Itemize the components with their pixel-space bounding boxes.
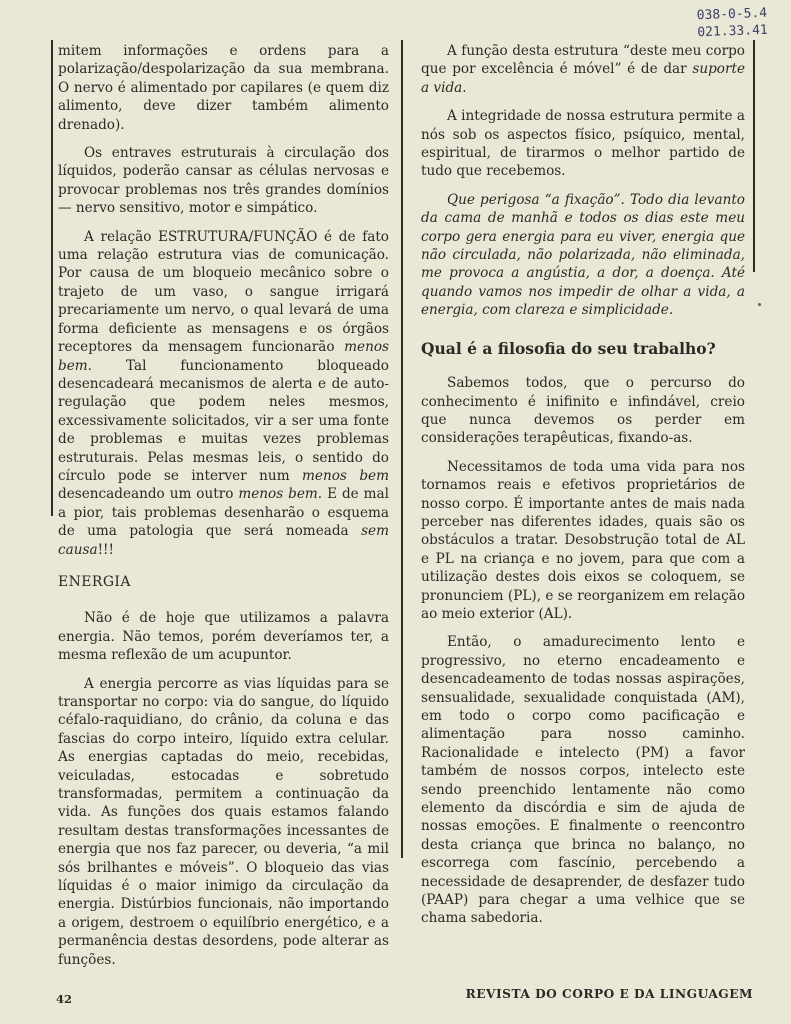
section-heading-energia: ENERGIA [58, 573, 131, 590]
paragraph-italic-reflection: Que perigosa “a fixação”. Todo dia levanto da cama de manhã e todos os dias este meu corpo gera energia para eu viver, energia que não circulada, não polarizada, não eliminada, me provoca a angústia, a dor, a doença. Até quando vamos nos impedir de olhar a vida, a energia, com clareza e simplicidade. [421, 191, 745, 319]
right-column [421, 42, 745, 938]
journal-title: REVISTA DO CORPO E DA LINGUAGEM [465, 987, 753, 1001]
paragraph: A integridade de nossa estrutura permite a nós sob os aspectos físico, psíquico, mental, espiritual, de tirarmos o melhor partido de tudo que recebemos. [421, 108, 745, 180]
paragraph: Os entraves estruturais à circulação dos líquidos, poderão cansar as células nervosas e provocar problemas nos três grandes domínios — nervo sensitivo, motor e simpático. [58, 145, 389, 217]
margin-mark [758, 303, 761, 306]
handwritten-note-1: 038-0-5.4 [696, 5, 767, 24]
paragraph: Sabemos todos, que o percurso do conhecimento é inifinito e infindável, creio que nunca devemos os perder em considerações terapêuticas, fixando-as. [421, 375, 745, 447]
paragraph-structure-function: A relação ESTRUTURA/FUNÇÃO é de fato uma relação estrutura vias de comunicação. Por causa de um bloqueio mecânico sobre o trajeto de um vaso, o sangue irrigará precariamente um nervo, o qual levará de uma forma deficiente as mensagens e os órgãos receptores da mensagem funcionarão menos bem. Tal funcionamento bloqueado desencadeará mecanismos de alerta e de auto-regulação que podem neles mesmos, excessivamente solicitados, vir a ser uma fonte de problemas e muitas vezes problemas estruturais. Pelas mesmas leis, o sentido do círculo pode se interver num menos bem desencadeando um outro menos bem. E de mal a pior, tais problemas desenharão o esquema de uma patologia que será nomeada sem causa!!! [58, 228, 390, 558]
interview-question-heading: Qual é a filosofia do seu trabalho? [421, 338, 716, 358]
center-column-rule [401, 40, 403, 858]
left-column-rule [51, 40, 53, 516]
handwritten-catalog-notes [696, 5, 768, 41]
left-column [58, 42, 389, 979]
handwritten-note-2: 021.33.41 [696, 22, 768, 41]
right-column-rule [753, 40, 755, 272]
paragraph: Então, o amadurecimento lento e progressivo, no eterno encadeamento e desencadeamento de todas nossas aspirações, sensualidade, sexualidade conquistada (AM), em todo o corpo como pacificação e alimentação para nosso caminho. Racionalidade e intelecto (PM) a favor também de nossos corpos, intelecto este sendo preenchido lentamente não como elemento da discórdia e sim de ajuda de nossas emoções. E finalmente o reencontro desta criança que brinca no balanço, no escorrega com fascínio, percebendo a necessidade de desaprender, de desfazer tudo (PAAP) para chegar a uma velhice que se chama sabedoria. [421, 634, 745, 927]
paragraph: Necessitamos de toda uma vida para nos tornamos reais e efetivos proprietários de nosso corpo. É importante antes de mais nada perceber nas diferentes idades, quais são os obstáculos a tratar. Desobstrução total de AL e PL na criança e no jovem, para que com a utilização destes dois eixos se coloquem, se pronunciem (PL), e se reorganizem em relação ao meio exterior (AL). [421, 458, 745, 622]
paragraph: A função desta estrutura “deste meu corpo que por excelência é móvel” é de dar suporte a vida. [421, 43, 745, 96]
paragraph: mitem informações e ordens para a polarização/despolarização da sua membrana. O nervo é alimentado por capilares (e quem diz alimento, deve dizer também alimento drenado). [58, 43, 389, 133]
paragraph: A energia percorre as vias líquidas para se transportar no corpo: via do sangue, do líquido céfalo-raquidiano, do crânio, da coluna e das fascias do corpo inteiro, líquido extra celular. As energias captadas do meio, recebidas, veiculadas, estocadas e sobretudo transformadas, permitem a continuação da vida. As funções dos quais estamos falando resultam destas transformações incessantes de energia que nos faz parecer, ou deveria, “a mil sós brilhantes e móveis”. O bloqueio das vias líquidas é o maior inimigo da circulação da energia. Distúrbios funcionais, não importando a origem, destroem o equilíbrio energético, e a permanência destas desordens, pode alterar as funções. [58, 675, 389, 968]
paragraph: Não é de hoje que utilizamos a palavra energia. Não temos, porém deveríamos ter, a mesma reflexão de um acupuntor. [58, 610, 389, 664]
page-number: 42 [56, 992, 73, 1006]
